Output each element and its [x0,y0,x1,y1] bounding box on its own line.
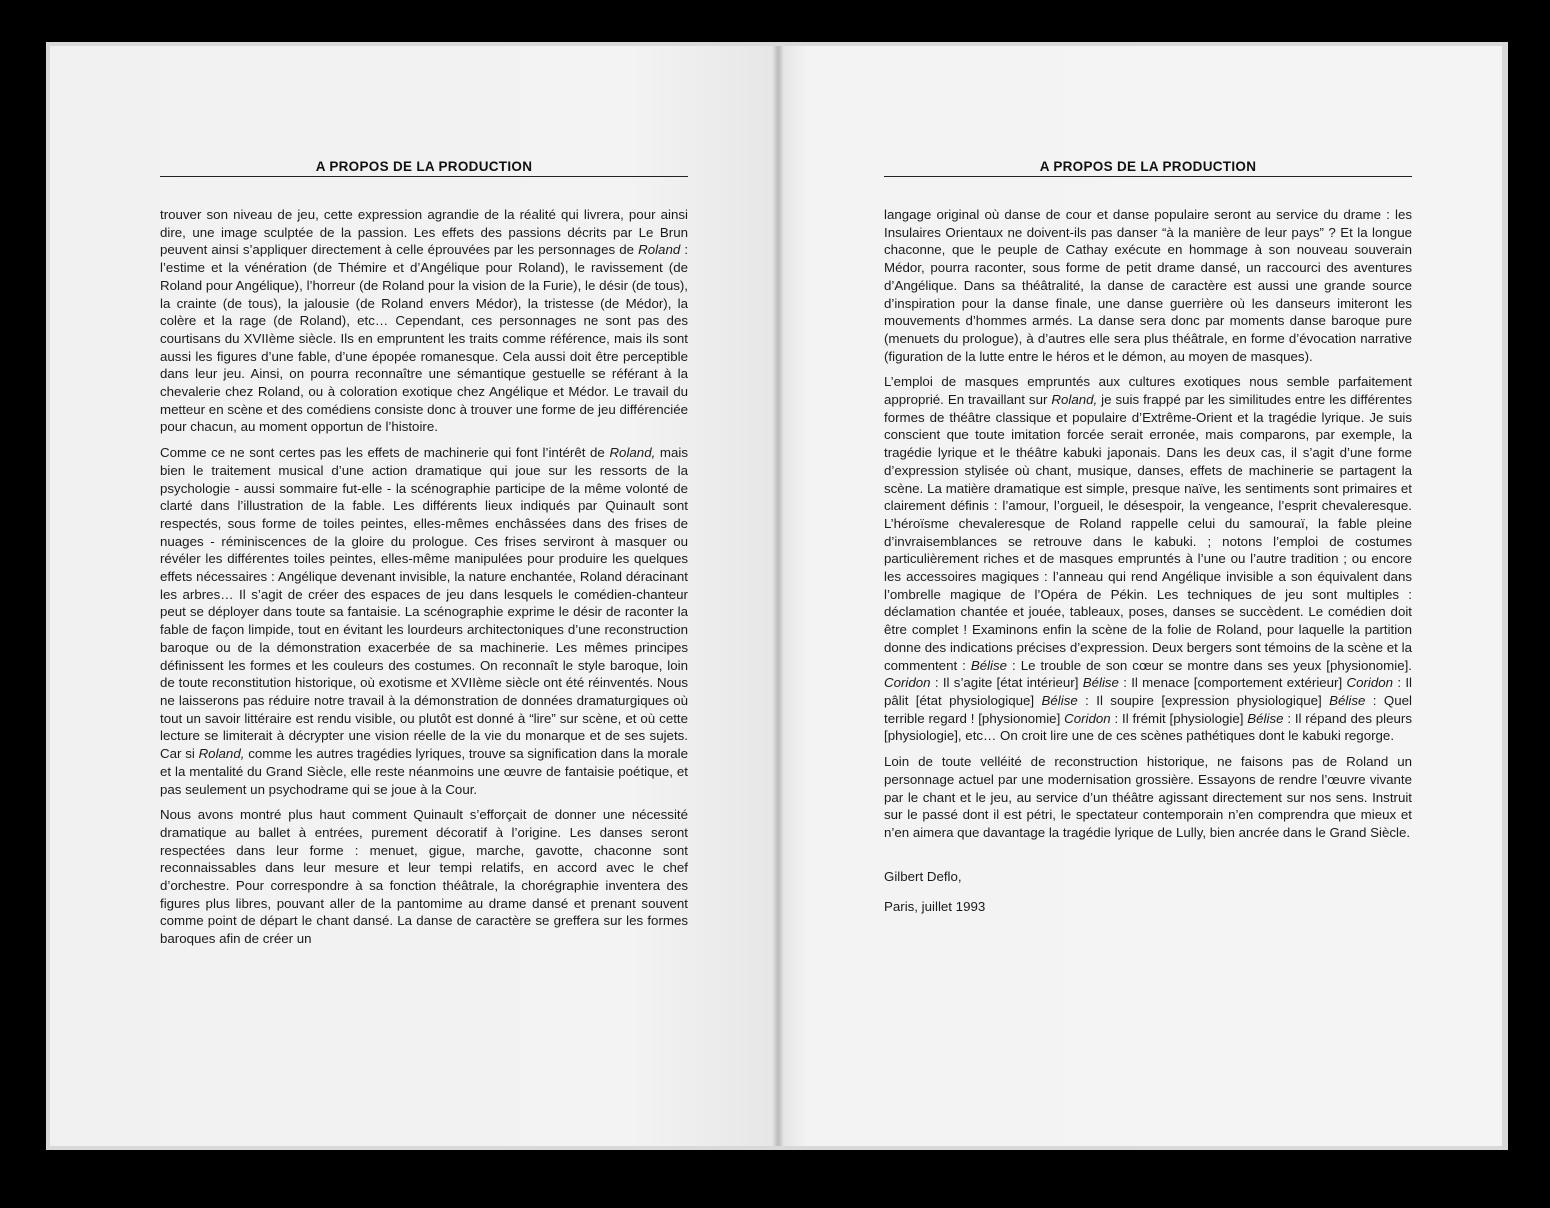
text-run: : l’estime et la vénération (de Thémire et d’Angélique pour Roland), le ravissement (de Roland pour Angélique), l’horreur (de Roland pour la vision de la Furie), le désir (de tous), la crainte (de tous), la jalousie (de Roland envers Médor), la tristesse (de Médor), la colère et la rage (de Roland), etc… Cependant, ces personnages ne sont pas des courtisans du XVIIème siècle. Ils en empruntent les traits comme référence, mais ils sont aussi les figures d’une fable, d’une épopée romanesque. Cela aussi doit être perceptible dans leur jeu. Ainsi, on pourra reconnaître une sémantique gestuelle se référant à la chevalerie chez Roland, ou à coloration exotique chez Angélique et Médor. Le travail du metteur en scène et des comédiens consiste donc à trouver une forme de jeu différenciée pour chacun, au moment opportun de l’histoire. [160,242,689,435]
signature-place-date: Paris, juillet 1993 [884,898,986,914]
right-page-text [884,206,1412,926]
page-gutter [772,46,784,1146]
text-run: langage original où danse de cour et danse populaire seront au service du drame : les Insulaires Orientaux ne doivent-ils pas danser “à la manière de leur pays” ? Et la longue chaconne, que le peuple de Cathay exécute en hommage à son nouveau souverain Médor, pourra raconter, sous forme de petit drame dansé, un raccourci des aventures d’Angélique. Dans sa théâtralité, la danse de caractère est aussi une grande source d’inspiration pour la danse finale, une danse guerrière où les danseurs imiteront les mouvements d’hommes armés. La danse sera donc par moments danse baroque pure (menuets du prologue), à d’autres elle sera plus théâtrale, en forme d’évocation narrative (figuration de la lutte entre le héros et le démon, au moyen de masques). [884,207,1412,364]
text-run: trouver son niveau de jeu, cette expression agrandie de la réalité qui livrera, pour ainsi dire, une image sculptée de la passion. Les effets des passions décrits par Le Brun peuvent ainsi s’appliquer directement à celle éprouvées par les personnages de [160,207,688,258]
text-run: : Il menace [comportement extérieur] [1118,675,1347,691]
body-paragraph [884,206,1412,365]
body-paragraph [160,444,688,798]
italic-text-run: Roland, [198,746,245,762]
italic-text-run: Roland, [1051,392,1098,408]
text-run: Comme ce ne sont certes pas les effets de machinerie qui font l’intérêt de [160,445,610,461]
left-page-header: A PROPOS DE LA PRODUCTION [160,158,688,177]
italic-text-run: Bélise [1329,692,1366,708]
text-run: : Le trouble de son cœur se montre dans ses yeux [physionomie]. [1007,657,1413,673]
text-run: je suis frappé par les similitudes entre les différentes formes de théâtre classique et populaire d’Extrême-Orient et la tragédie lyrique. Je suis conscient que toute imitation forcée serait erronée, mais comparons, par exemple, la tragédie lyrique et le théâtre kabuki japonais. Dans les deux cas, il s’agit d’une forme d’expression stylisée où chant, musique, danses, effets de machinerie se partagent la scène. La matière dramatique est simple, presque naïve, les sentiments sont primaires et clairement définis : l’amour, l’orgueil, le désespoir, la vengeance, l’esprit chevaleresque. L’héroïsme chevaleresque de Roland rappelle celui du samouraï, la fable pleine d’invraisemblances se retrouve dans le kabuki. ; notons l’emploi de costumes particulièrement riches et de masques empruntés à l’une ou l’autre tradition ; ou encore les accessoires magiques : l’anneau qui rend Angélique invisible a son équivalent dans l’ombrelle magique de l’Opéra de Pékin. Les techniques de jeu sont multiples : déclamation chantée et jouée, tableaux, poses, danses se succèdent. Le comédien doit être complet ! Examinons enfin la scène de la folie de Roland, pour laquelle la partition donne des indications précises d’expression. Deux bergers sont témoins de la scène et la commentent : [884,392,1413,673]
body-paragraph [884,373,1412,745]
body-paragraph [884,753,1412,842]
text-run: comme les autres tragédies lyriques, trouve sa signification dans la morale et la mentalité du Grand Siècle, elle reste néanmoins une œuvre de fantaisie poétique, et pas seulement un psychodrame qui se joue à la Cour. [160,746,688,797]
signature-name: Gilbert Deflo, [884,868,962,884]
italic-text-run: Coridon [884,675,931,691]
body-paragraph [160,806,688,948]
text-run: : Il frémit [physiologie] [1110,710,1248,726]
text-run: : Il s’agite [état intérieur] [930,675,1083,691]
italic-text-run: Bélise [1247,710,1284,726]
text-run: : Quel terrible regard ! [physionomie] [884,692,1412,726]
text-run: mais bien le traitement musical d’une action dramatique qui joue sur les ressorts de la psychologie - aussi sommaire fut-elle - la scénographie participe de la même volonté de clarté dans l’illustration de la fable. Les différents lieux indiqués par Quinault sont respectés, sous forme de toiles peintes, elles-mêmes enchâssées dans des frises de nuages - réminiscences de la gloire du prologue. Ces frises serviront à masquer ou révéler les différentes toiles peintes, elles-même manipulées pour produire les quelques effets nécessaires : Angélique devenant invisible, la nature enchantée, Roland déracinant les arbres… Il s’agit de créer des espaces de jeu dans lesquels le comédien-chanteur peut se déployer dans toute sa fantaisie. La scénographie exprime le désir de raconter la fable de façon limpide, tout en évitant les lourdeurs architectoniques d’une reconstruction baroque ou de la démonstration exacerbée de sa machinerie. Les mêmes principes définissent les formes et les couleurs des costumes. On reconnaît le style baroque, loin de toute reconstitution historique, où exotisme et XVIIème siècle ont été réinventés. Nous ne laisserons pas réduire notre travail à la démonstration de données dramaturgiques où tout un savoir littéraire est rendu visible, ou plutôt est donné à “lire” sur scène, et où cette lecture se limiterait à décrypter une vision réelle de la vie du monarque et de ses sujets. Car si [160,445,688,762]
text-run: L’emploi de masques empruntés aux cultures exotiques nous semble parfaitement approprié. En travaillant sur [884,374,1412,408]
italic-text-run: Coridon [1346,675,1394,691]
text-run: Loin de toute velléité de reconstruction historique, ne faisons pas de Roland un personnage actuel par une modernisation grossière. Essayons de rendre l’œuvre vivante par le chant et le jeu, au service d’un théâtre agissant directement sur nos sens. Instruit sur le passé dont il est pétri, le spectateur contemporain n’en comprendra que mieux et n’en aimera que davantage la tragédie lyrique de Lully, bien ancrée dans le Grand Siècle. [884,754,1412,840]
body-paragraph [160,206,688,436]
italic-text-run: Bélise [1082,675,1119,691]
italic-text-run: Roland [638,242,681,258]
italic-text-run: Bélise [970,657,1008,673]
italic-text-run: Bélise [1041,692,1078,708]
text-run: Nous avons montré plus haut comment Quinault s’efforçait de donner une nécessité dramatique au ballet à entrées, purement décoratif à l’origine. Les danses seront respectées dans leur forme : menuet, gigue, marche, gavotte, chaconne sont reconnaissables dans leur mesure et leur tempi relatifs, en accord avec le chef d’orchestre. Pour correspondre à sa fonction théâtrale, la chorégraphie inventera des figures plus libres, pouvant aller de la pantomime au drame dansé et prenant souvent comme point de départ le chant dansé. La danse de caractère se greffera sur les formes baroques afin de créer un [160,807,688,947]
italic-text-run: Coridon [1064,710,1111,726]
left-page-text [160,206,688,956]
text-run: : Il pâlit [état physiologique] [884,675,1412,708]
text-run: : Il répand des pleurs [physiologie], etc… On croit lire une de ces scènes pathétiques dont le kabuki regorge. [884,710,1412,744]
right-page-header: A PROPOS DE LA PRODUCTION [884,158,1412,177]
italic-text-run: Roland, [609,445,656,461]
signature-block [884,866,1412,918]
text-run: : Il soupire [expression physiologique] [1077,692,1330,708]
